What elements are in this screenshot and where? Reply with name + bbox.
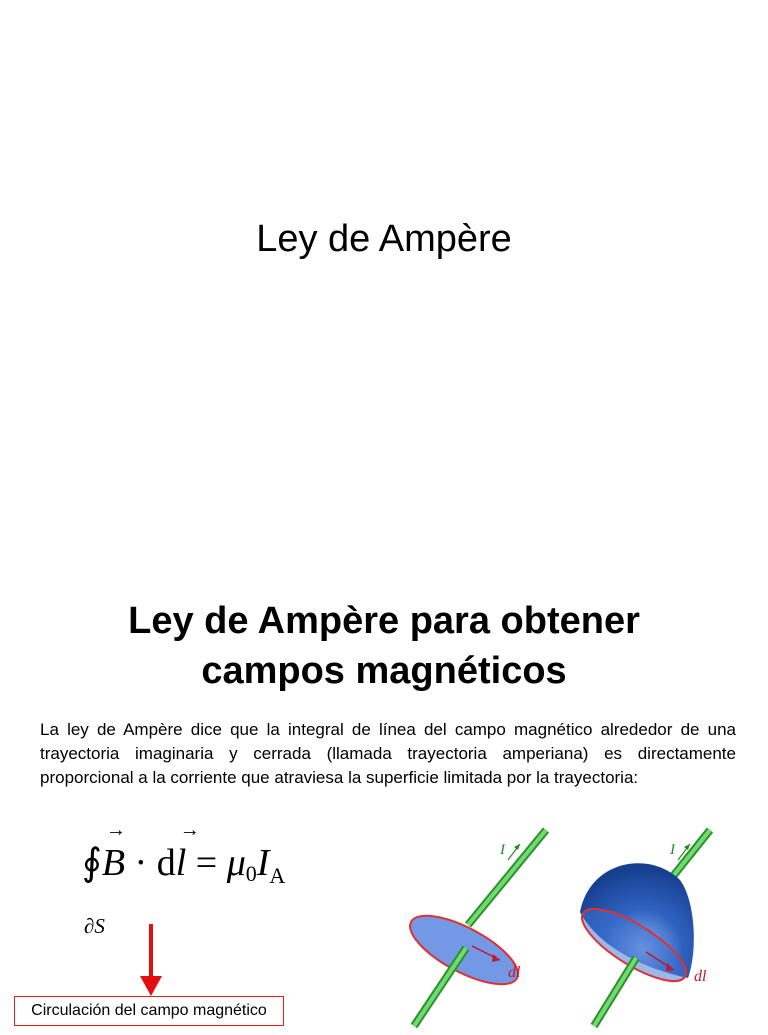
dl-label: dl⃗: [508, 964, 533, 981]
slide-title: Ley de Ampère: [256, 218, 512, 260]
current-symbol: I: [256, 842, 270, 884]
dot-operator: ·: [134, 842, 148, 884]
circulation-label: Circulación del campo magnético: [14, 996, 284, 1026]
equation-main: [82, 819, 286, 889]
flat-surface-diagram: [396, 820, 566, 1030]
heading-line-2: campos magnéticos: [201, 650, 567, 692]
content-slide: [0, 520, 768, 1024]
vector-b: → B: [101, 819, 126, 884]
boundary-label: ∂S: [84, 914, 105, 938]
mu: μ: [226, 842, 246, 884]
dome-illustration: [570, 820, 750, 1030]
current-label: I: [670, 842, 675, 858]
dome-surface-diagram: [570, 820, 750, 1030]
vector-arrow-icon: →: [179, 819, 200, 841]
flat-disk-illustration: [396, 820, 566, 1030]
down-arrow-icon: [136, 924, 166, 998]
vector-arrow-icon: →: [105, 819, 126, 841]
ampere-equation: [82, 819, 372, 940]
vector-l: → l: [175, 819, 200, 884]
body-paragraph: La ley de Ampère dice que la integral de línea del campo magnético alrededor de una trayectoria imaginaria y cerrada (llamada trayectoria amperiana) es directamente proporcional a la corriente que atraviesa la superficie limitada por la trayectoria:: [40, 720, 736, 787]
current-label: I: [500, 842, 505, 858]
current-subscript: A: [269, 863, 286, 888]
equals-sign: =: [195, 842, 218, 884]
slide-heading: [0, 596, 768, 696]
contour-integral-symbol: ∮: [82, 842, 102, 884]
heading-line-1: Ley de Ampère para obtener: [128, 600, 640, 642]
differential-d: d: [156, 842, 176, 884]
dl-label: dl⃗: [694, 968, 719, 985]
mu-subscript: 0: [245, 861, 257, 886]
